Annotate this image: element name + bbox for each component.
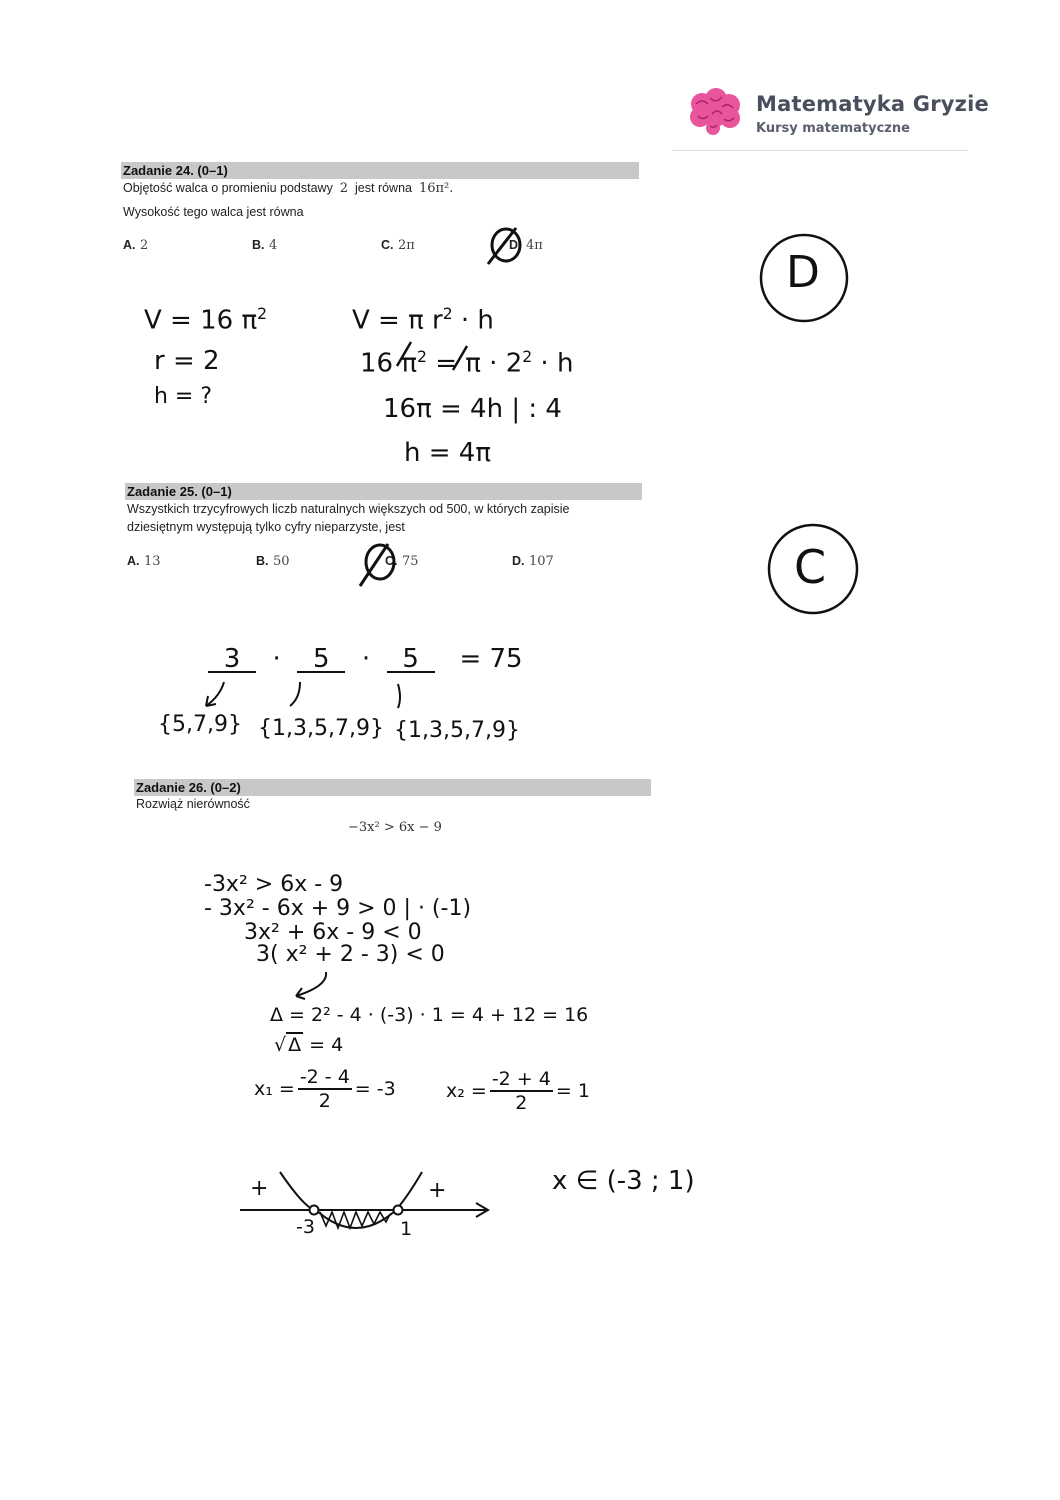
- task24-work-line2: 16 $\pi^2 = \pi \cdot 2^2 \cdot h$: [360, 348, 574, 379]
- option-letter: C.: [385, 554, 398, 568]
- task24-prompt: Wysokość tego walca jest równa: [123, 205, 304, 219]
- task24-question-val: 16π².: [418, 181, 454, 196]
- task25-set1: {5,7,9}: [158, 712, 242, 737]
- task24-work-line4: h = 4π: [404, 438, 491, 468]
- task26-number-line-sketch: [236, 1166, 496, 1242]
- task26-solution: x ∈ (-3 ; 1): [552, 1166, 695, 1196]
- task26-step4: 3( x² + 2 - 3) < 0: [256, 942, 445, 967]
- option-value: 4: [268, 238, 278, 253]
- task25-question-line2: dziesiętnym występują tylko cyfry nieparzyste, jest: [127, 520, 405, 534]
- task24-given-v: V = 16 $\pi^2$: [144, 305, 268, 336]
- option-value: 2π: [397, 238, 415, 253]
- x2-denominator: 2: [515, 1092, 528, 1114]
- task24-option-c[interactable]: [381, 236, 415, 254]
- line1-text: V = π r: [352, 305, 443, 336]
- task26-prompt: Rozwiąż nierówność: [136, 797, 250, 811]
- task24-work-line3: 16π = 4h | : 4: [383, 394, 562, 424]
- option-value: 4π: [525, 238, 543, 253]
- task25-answer-letter: C: [794, 540, 827, 594]
- sign-right: +: [428, 1178, 447, 1203]
- sign-left: +: [250, 1176, 269, 1201]
- x2-label: x₂ =: [446, 1080, 487, 1102]
- task26-x1: [254, 1066, 396, 1112]
- task25-option-b[interactable]: [256, 552, 290, 570]
- x1-label: x₁ =: [254, 1078, 295, 1100]
- digit-blank: 5: [297, 647, 345, 673]
- task24-question-mid: jest równa: [355, 181, 412, 195]
- task25-option-a[interactable]: [127, 552, 161, 570]
- task26-inequality: −3x² > 6x − 9: [348, 820, 442, 835]
- x1-fraction: [298, 1066, 352, 1112]
- option-value: 50: [272, 554, 290, 569]
- x1-result: = -3: [354, 1078, 396, 1100]
- task24-answer-letter: D: [786, 247, 820, 298]
- x2-result: = 1: [555, 1080, 590, 1102]
- task24-question: [123, 179, 453, 198]
- cancel-strokes: [395, 336, 475, 376]
- x1-numerator: -2 - 4: [299, 1066, 350, 1088]
- product-result: = 75: [459, 644, 523, 674]
- task24-option-a[interactable]: [123, 236, 148, 254]
- x2-numerator: -2 + 4: [491, 1068, 551, 1090]
- task24-header-label: Zadanie 24. (0–1): [123, 163, 228, 178]
- given-v-text: V = 16 π: [144, 305, 258, 336]
- x1-denominator: 2: [318, 1090, 331, 1112]
- option-value: 13: [143, 554, 161, 569]
- digit-blank: 5: [387, 647, 435, 673]
- task25-set2: {1,3,5,7,9}: [258, 716, 384, 741]
- option-letter: A.: [123, 238, 136, 252]
- digit-blank: 3: [208, 647, 256, 673]
- brain-logo-icon: [688, 88, 742, 136]
- task25-work-product: 3 · 5 · 5 = 75: [208, 644, 523, 674]
- task26-x2: [446, 1068, 590, 1114]
- option-letter: C.: [381, 238, 394, 252]
- root-label-1: -3: [296, 1216, 315, 1238]
- task24-question-r: 2: [339, 181, 349, 196]
- root-label-2: 1: [400, 1218, 413, 1240]
- task24-given-h: h = ?: [154, 384, 213, 409]
- sqrt-delta-value: = 4: [309, 1034, 344, 1056]
- option-letter: B.: [256, 554, 269, 568]
- task26-delta: Δ = 2² - 4 · (-3) · 1 = 4 + 12 = 16: [270, 1004, 589, 1026]
- task24-question-pre: Objętość walca o promieniu podstawy: [123, 181, 333, 195]
- task25-arrows: [196, 678, 416, 714]
- task25-option-d[interactable]: [512, 552, 554, 570]
- header-divider: [672, 150, 968, 151]
- option-letter: A.: [127, 554, 140, 568]
- task26-header-label: Zadanie 26. (0–2): [136, 780, 241, 795]
- task25-header-label: Zadanie 25. (0–1): [127, 484, 232, 499]
- task25-header: [125, 483, 642, 500]
- task26-sqrt-delta: √ Δ = 4: [274, 1034, 344, 1056]
- option-letter: D.: [512, 554, 525, 568]
- option-value: 75: [401, 554, 419, 569]
- task26-header: [134, 779, 651, 796]
- option-value: 2: [139, 238, 149, 253]
- task26-step1: -3x² > 6x - 9: [204, 872, 344, 897]
- task25-selection-mark: [352, 538, 402, 590]
- option-letter: D.: [509, 238, 522, 252]
- task24-selection-mark: [482, 222, 528, 268]
- option-letter: B.: [252, 238, 265, 252]
- task24-header: [121, 162, 639, 179]
- option-value: 107: [528, 554, 554, 569]
- brand-subtitle: Kursy matematyczne: [756, 121, 910, 136]
- task26-step2: - 3x² - 6x + 9 > 0 | · (-1): [204, 896, 472, 921]
- line2-text: 16 π: [360, 348, 418, 379]
- task24-given-r: r = 2: [154, 346, 220, 376]
- task24-work-line1: V = π $r^2 \cdot h$: [352, 305, 494, 336]
- x2-fraction: [490, 1068, 553, 1114]
- task25-question-line1: Wszystkich trzycyfrowych liczb naturalnych większych od 500, w których zapisie: [127, 502, 570, 516]
- task24-option-b[interactable]: [252, 236, 277, 254]
- brand-title: Matematyka Gryzie: [756, 92, 989, 116]
- line2b-text: = π · 2: [435, 348, 523, 379]
- task26-arrow: [288, 968, 332, 1004]
- task25-set3: {1,3,5,7,9}: [394, 718, 520, 743]
- task26-step3: 3x² + 6x - 9 < 0: [244, 920, 422, 945]
